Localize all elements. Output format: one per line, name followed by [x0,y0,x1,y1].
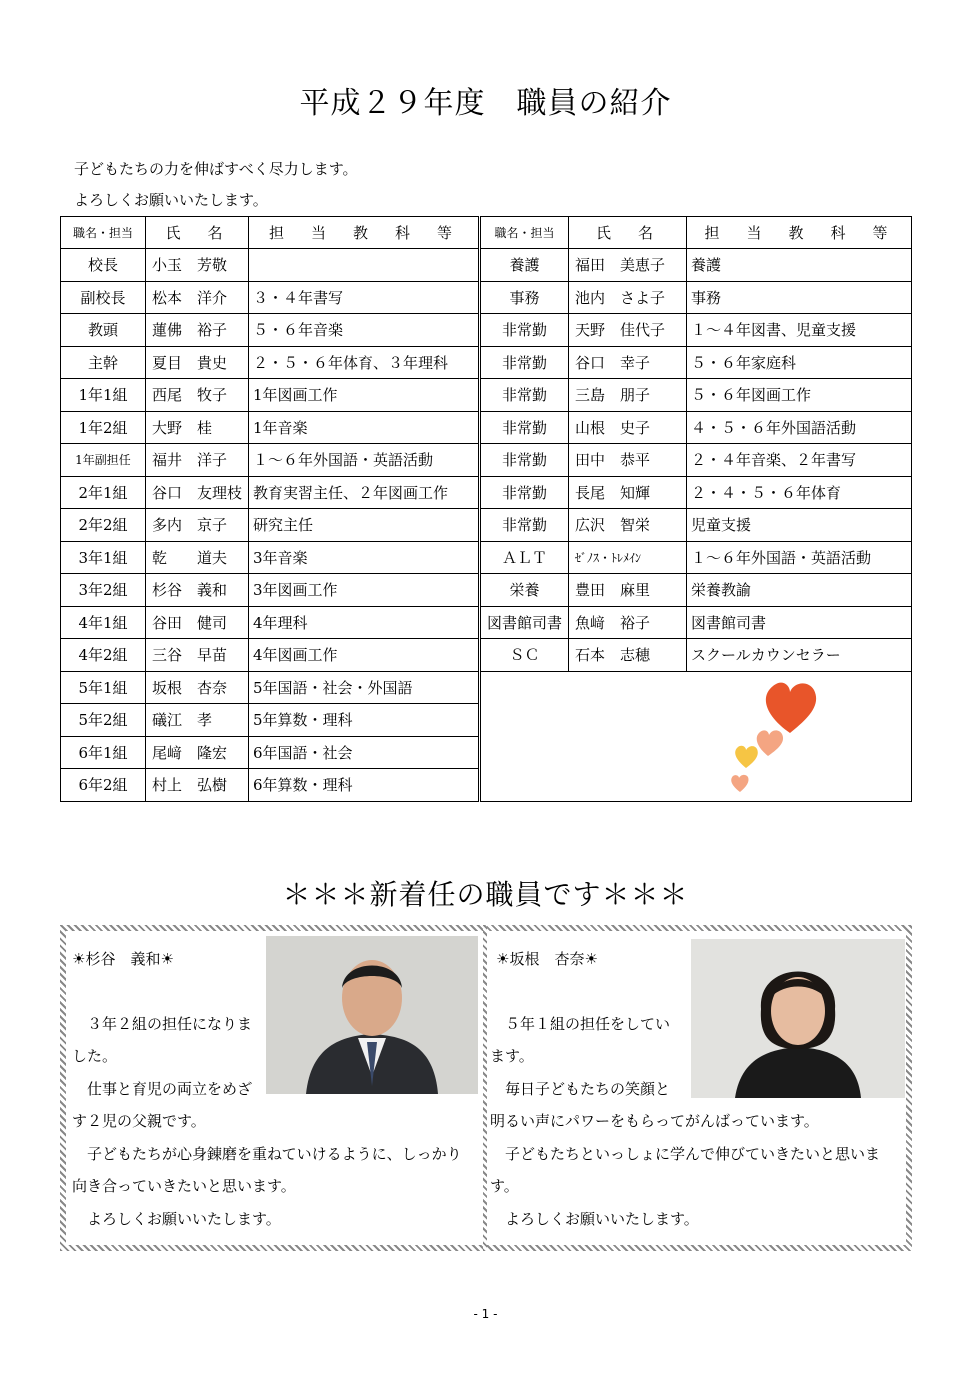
cell-position-right: 非常勤 [480,379,569,412]
cell-position: 4年2組 [61,639,146,672]
cell-name: 夏目 貴史 [146,346,249,379]
header-pos-right: 職名・担当 [480,217,569,249]
cell-subject: ５・６年音楽 [249,314,480,347]
cell-position: 1年2組 [61,411,146,444]
header-subject: 担 当 教 科 等 [249,217,480,249]
cell-position-right: 養護 [480,249,569,282]
cell-subject-right: ２・４・５・６年体育 [687,476,912,509]
cell-position: 教頭 [61,314,146,347]
cell-position-right: ＡＬＴ [480,541,569,574]
empty-area [480,671,912,801]
card-2-line: す。 [490,1177,519,1195]
cell-position: 5年1組 [61,671,146,704]
cell-name-right: 魚﨑 裕子 [569,606,687,639]
card-1-line: す２児の父親です。 [72,1112,206,1130]
cell-position: 2年2組 [61,509,146,542]
header-pos: 職名・担当 [61,217,146,249]
cell-name: 礒江 孝 [146,704,249,737]
table-row [61,476,912,509]
cell-position: 6年2組 [61,769,146,802]
table-row [61,444,912,477]
table-row [61,379,912,412]
cell-position-right: 非常勤 [480,314,569,347]
cell-subject-right: 事務 [687,281,912,314]
intro-line-2: よろしくお願いいたします。 [74,191,268,209]
cell-subject: 5年国語・社会・外国語 [249,671,480,704]
table-row [61,411,912,444]
cell-subject-right: スクールカウンセラー [687,639,912,672]
table-row [61,606,912,639]
cell-name-right: 福田 美恵子 [569,249,687,282]
cell-position: 4年1組 [61,606,146,639]
cell-name-right: 三島 朋子 [569,379,687,412]
card-1-line: 仕事と育児の両立をめざ [72,1079,253,1098]
table-row [61,346,912,379]
cell-name-right: 天野 佳代子 [569,314,687,347]
cell-name: 福井 洋子 [146,444,249,477]
cell-position-right: 非常勤 [480,346,569,379]
header-name: 氏 名 [146,217,249,249]
card-1-photo [266,936,478,1094]
cell-name: 多内 京子 [146,509,249,542]
cell-name: 三谷 早苗 [146,639,249,672]
cell-position: 主幹 [61,346,146,379]
cell-name: 西尾 牧子 [146,379,249,412]
card-2-photo [691,939,905,1098]
heart-large-icon [766,683,816,733]
cell-name: 松本 洋介 [146,281,249,314]
cell-position-right: 事務 [480,281,569,314]
intro-line-1: 子どもたちの力を伸ばすべく尽力します。 [74,160,358,178]
cell-position-right: 非常勤 [480,444,569,477]
cell-name: 谷口 友理枝 [146,476,249,509]
cell-name: 谷田 健司 [146,606,249,639]
table-header-row [61,217,912,249]
header-subject-right: 担 当 教 科 等 [687,217,912,249]
cell-name: 乾 道夫 [146,541,249,574]
cell-name-right: 谷口 幸子 [569,346,687,379]
cell-name: 小玉 芳敬 [146,249,249,282]
cell-subject: 1年音楽 [249,411,480,444]
cell-name: 大野 桂 [146,411,249,444]
cell-position-right: 栄養 [480,574,569,607]
card-2-line: ５年１組の担任をしてい [490,1014,671,1033]
cell-subject-right: 栄養教諭 [687,574,912,607]
cell-subject: 4年理科 [249,606,480,639]
cell-position: 副校長 [61,281,146,314]
card-1-line: よろしくお願いいたします。 [72,1209,281,1228]
cell-name-right: ｾﾞﾉｽ・ﾄﾚﾒｲﾝ [569,541,687,574]
cell-subject-right: １～６年外国語・英語活動 [687,541,912,574]
card-2-line: 毎日子どもたちの笑顔と [490,1079,671,1098]
card-1-name: ☀杉谷 義和☀ [72,950,174,968]
cell-name-right: 田中 恭平 [569,444,687,477]
card-2-line: 子どもたちといっしょに学んで伸びていきたいと思いま [490,1144,881,1163]
table-row [61,639,912,672]
cell-subject-right: １～４年図書、児童支援 [687,314,912,347]
cell-subject: １～６年外国語・英語活動 [249,444,480,477]
cell-subject: 4年図画工作 [249,639,480,672]
cell-subject-right: ２・４年音楽、２年書写 [687,444,912,477]
cell-subject-right: 図書館司書 [687,606,912,639]
cell-position-right: 非常勤 [480,509,569,542]
table-row [61,249,912,282]
cell-subject: 3年音楽 [249,541,480,574]
cell-subject: 6年算数・理科 [249,769,480,802]
table-row [61,509,912,542]
cell-name: 尾﨑 隆宏 [146,736,249,769]
header-name-right: 氏 名 [569,217,687,249]
cell-position-right: 図書館司書 [480,606,569,639]
cell-position: 1年1組 [61,379,146,412]
cell-subject-right: ５・６年家庭科 [687,346,912,379]
cell-position: 3年1組 [61,541,146,574]
cell-position-right: 非常勤 [480,476,569,509]
card-1-line: した。 [72,1047,118,1065]
card-1-line: 向き合っていきたいと思います。 [72,1177,296,1195]
page-number: - 1 - [473,1307,498,1321]
table-row [61,314,912,347]
cell-subject: ２・５・６年体育、３年理科 [249,346,480,379]
cell-name-right: 池内 さよ子 [569,281,687,314]
cell-position: 3年2組 [61,574,146,607]
cell-subject: 3年図画工作 [249,574,480,607]
cell-subject-right: 児童支援 [687,509,912,542]
cell-subject [249,249,480,282]
table-row [61,574,912,607]
cell-name-right: 豊田 麻里 [569,574,687,607]
cell-subject: 5年算数・理科 [249,704,480,737]
cell-position: 6年1組 [61,736,146,769]
frame-divider [483,925,487,1251]
cell-name: 蓮佛 裕子 [146,314,249,347]
cell-subject: 6年国語・社会 [249,736,480,769]
cell-name-right: 長尾 知輝 [569,476,687,509]
cell-subject: 教育実習主任、２年図画工作 [249,476,480,509]
card-2-line: 明るい声にパワーをもらってがんばっています。 [490,1112,819,1130]
card-2-line: ます。 [490,1047,534,1065]
cell-subject: ３・４年書写 [249,281,480,314]
cell-name-right: 石本 志穂 [569,639,687,672]
cell-subject-right: ４・５・６年外国語活動 [687,411,912,444]
heart-small-icon [735,746,758,768]
card-1-line: 子どもたちが心身錬磨を重ねていけるように、しっかり [72,1144,462,1163]
heart-medium-icon [757,730,783,756]
card-2-name: ☀坂根 杏奈☀ [496,950,598,968]
cell-name: 杉谷 義和 [146,574,249,607]
table-row [61,541,912,574]
cell-position: 校長 [61,249,146,282]
cell-subject: 1年図画工作 [249,379,480,412]
cell-position: 5年2組 [61,704,146,737]
hearts-decoration [728,678,828,798]
cell-position: 1年副担任 [61,444,146,477]
cell-subject: 研究主任 [249,509,480,542]
page-title: 平成２９年度 職員の紹介 [299,86,672,121]
card-1-line: ３年２組の担任になりま [72,1014,253,1033]
heart-tiny-icon [731,775,748,792]
cell-subject-right: 養護 [687,249,912,282]
cell-subject-right: ５・６年図画工作 [687,379,912,412]
cell-position-right: ＳＣ [480,639,569,672]
cell-name: 坂根 杏奈 [146,671,249,704]
cell-name-right: 山根 史子 [569,411,687,444]
table-row [61,281,912,314]
cell-position: 2年1組 [61,476,146,509]
cell-position-right: 非常勤 [480,411,569,444]
new-staff-title: ＊＊＊新着任の職員です＊＊＊ [282,878,689,911]
cell-name-right: 広沢 智栄 [569,509,687,542]
cell-name: 村上 弘樹 [146,769,249,802]
card-2-line: よろしくお願いいたします。 [490,1209,699,1228]
